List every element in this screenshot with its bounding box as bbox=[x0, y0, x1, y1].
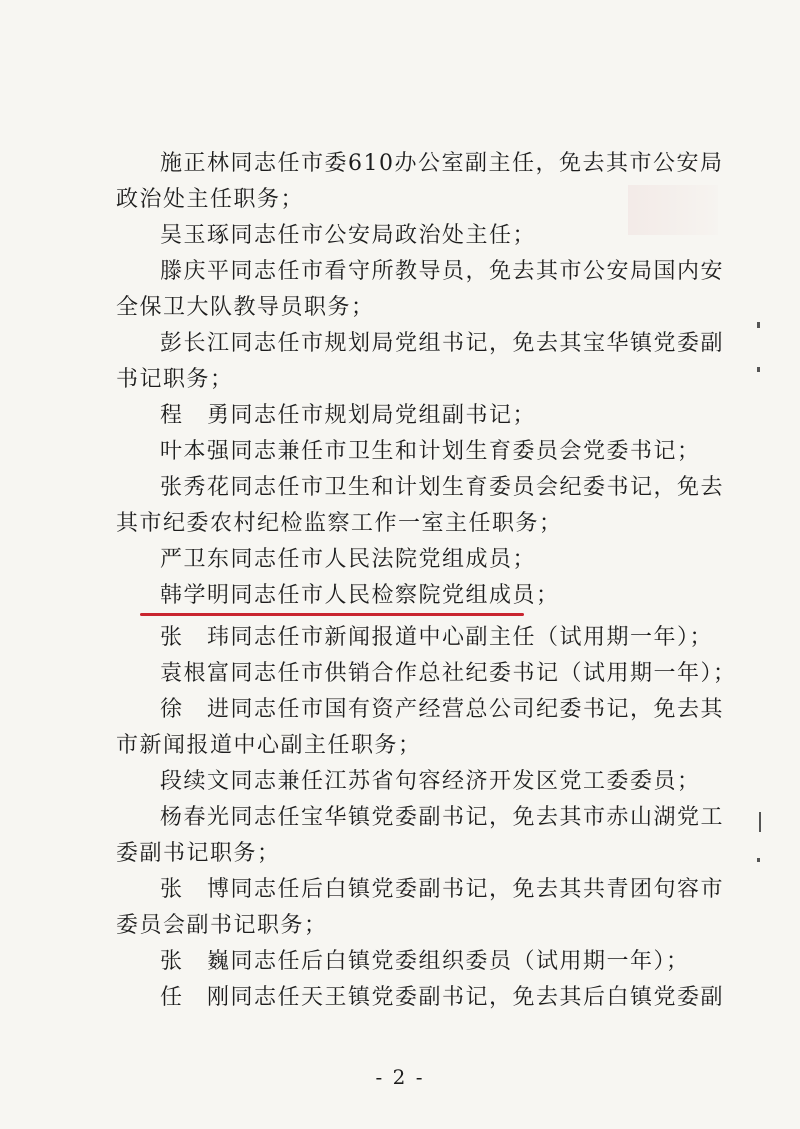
text-line: 施正林同志任市委610办公室副主任，免去其市公安局 bbox=[160, 151, 724, 176]
text-line: 书记职务； bbox=[116, 367, 234, 392]
text-line: 张 玮同志任市新闻报道中心副主任（试用期一年）； bbox=[160, 625, 714, 650]
text-line: 张 博同志任后白镇党委副书记，免去其共青团句容市 bbox=[160, 877, 725, 902]
text-line: 任 刚同志任天王镇党委副书记，免去其后白镇党委副 bbox=[160, 985, 725, 1010]
text-line: 吴玉琢同志任市公安局政治处主任； bbox=[160, 223, 537, 248]
text-line: 张 巍同志任后白镇党委组织委员（试用期一年）； bbox=[160, 949, 690, 974]
scan-speck bbox=[757, 858, 760, 862]
scan-speck bbox=[757, 367, 760, 372]
text-line: 市新闻报道中心副主任职务； bbox=[116, 733, 422, 758]
text-line: 段续文同志兼任江苏省句容经济开发区党工委委员； bbox=[160, 769, 701, 794]
text-line: 杨春光同志任宝华镇党委副书记，免去其市赤山湖党工 bbox=[160, 805, 725, 830]
text-line: 其市纪委农村纪检监察工作一室主任职务； bbox=[116, 511, 563, 536]
scan-speck bbox=[757, 322, 760, 328]
text-line: 委员会副书记职务； bbox=[116, 913, 328, 938]
text-line: 袁根富同志任市供销合作总社纪委书记（试用期一年）； bbox=[160, 661, 737, 686]
text-line: 委副书记职务； bbox=[116, 841, 281, 866]
text-line: 张秀花同志任市卫生和计划生育委员会纪委书记，免去 bbox=[160, 475, 725, 500]
red-underline bbox=[140, 613, 524, 616]
scan-speck bbox=[759, 812, 761, 832]
highlighted-text-line: 韩学明同志任市人民检察院党组成员； bbox=[160, 583, 560, 608]
text-line: 彭长江同志任市规划局党组书记，免去其宝华镇党委副 bbox=[160, 331, 725, 356]
text-line: 全保卫大队教导员职务； bbox=[116, 295, 375, 320]
page-number: - 2 - bbox=[375, 1065, 425, 1089]
text-line: 政治处主任职务； bbox=[116, 187, 305, 212]
text-line: 叶本强同志兼任市卫生和计划生育委员会党委书记； bbox=[160, 439, 701, 464]
text-line: 徐 进同志任市国有资产经营总公司纪委书记，免去其 bbox=[160, 697, 725, 722]
text-line: 程 勇同志任市规划局党组副书记； bbox=[160, 403, 537, 428]
text-line: 严卫东同志任市人民法院党组成员； bbox=[160, 547, 537, 572]
text-line: 滕庆平同志任市看守所教导员，免去其市公安局国内安 bbox=[160, 259, 725, 284]
